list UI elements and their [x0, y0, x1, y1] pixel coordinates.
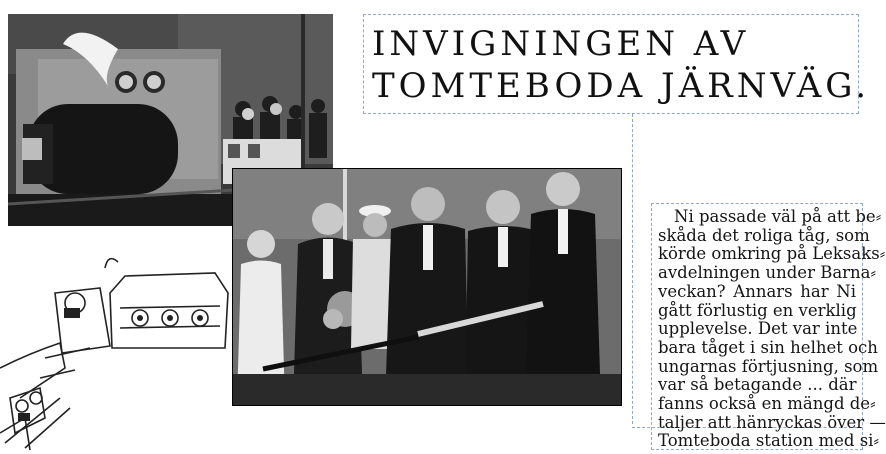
body-line: fanns också en mängd de⸗: [658, 394, 876, 414]
ribbon-cutting-photo: [232, 168, 622, 406]
train-sketch-illustration: [0, 248, 235, 450]
body-line: avdelningen under Barna⸗: [658, 263, 877, 283]
headline-line-2: TOMTEBODA JÄRNVÄG.: [372, 66, 871, 106]
body-line: gått förlustig en verklig: [658, 300, 857, 320]
ribbon-cutting-image: [233, 169, 621, 405]
body-line: upplevelse. Det var inte: [658, 319, 858, 339]
body-line: taljer att hänryckas över —: [658, 412, 886, 432]
body-line: körde omkring på Leksaks⸗: [658, 244, 886, 264]
body-line: bara tåget i sin helhet och: [658, 337, 878, 357]
headline-line-1: INVIGNINGEN AV: [372, 24, 750, 64]
body-line: skåda det roliga tåg, som: [658, 225, 870, 245]
body-line: veckan? Annars har Ni: [658, 281, 856, 301]
body-line: Tomteboda station med si⸗: [658, 431, 879, 451]
article-headline: [363, 14, 871, 114]
train-sketch-image: [0, 248, 235, 450]
body-line: Ni passade väl på att be⸗: [674, 207, 882, 226]
body-line: ungarnas förtjusning, som: [658, 356, 879, 376]
body-line: var så betagande ... där: [658, 375, 857, 395]
layout-guide-vertical: [632, 114, 633, 424]
article-body: [651, 203, 886, 451]
